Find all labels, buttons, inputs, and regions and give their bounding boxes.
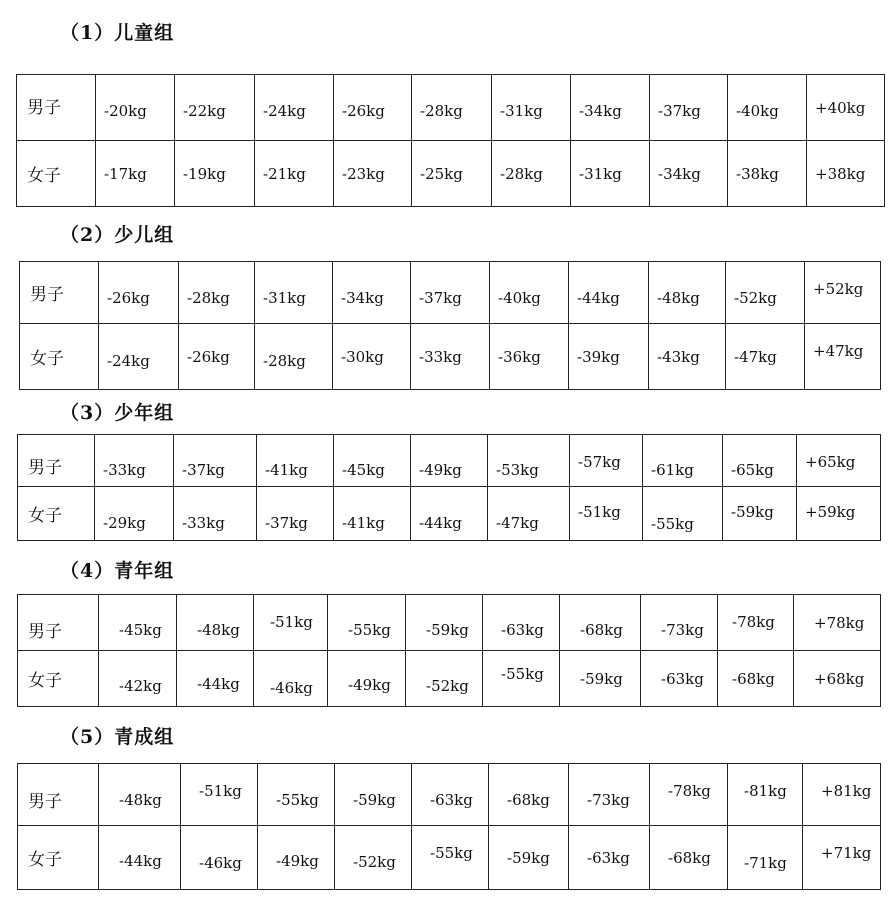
row-label-female: 女子: [17, 141, 96, 207]
weight-cell: -28kg: [492, 141, 571, 207]
section-5-table: [17, 763, 881, 890]
weight-cell: -17kg: [96, 141, 175, 207]
section-4-title: （4）青年组: [60, 560, 175, 582]
weight-cell: -46kg: [254, 651, 328, 707]
weight-cell: +47kg: [805, 324, 881, 390]
weight-cell: -37kg: [650, 75, 728, 141]
weight-cell: -34kg: [571, 75, 650, 141]
weight-cell: -48kg: [177, 595, 254, 651]
row-label-male: 男子: [17, 75, 96, 141]
weight-cell: -44kg: [99, 826, 181, 890]
row-label-male: 男子: [20, 262, 99, 324]
row-label-female: 女子: [20, 324, 99, 390]
weight-cell: +81kg: [803, 764, 881, 826]
weight-cell: -59kg: [723, 487, 797, 541]
weight-cell: -55kg: [643, 487, 723, 541]
weight-cell: -19kg: [175, 141, 255, 207]
weight-cell: -55kg: [328, 595, 406, 651]
weight-cell: +38kg: [807, 141, 885, 207]
weight-cell: +59kg: [797, 487, 881, 541]
weight-cell: +78kg: [794, 595, 881, 651]
weight-cell: -73kg: [641, 595, 718, 651]
weight-cell: -26kg: [99, 262, 179, 324]
weight-cell: -25kg: [412, 141, 492, 207]
weight-cell: -33kg: [174, 487, 257, 541]
weight-cell: -59kg: [406, 595, 483, 651]
weight-cell: -31kg: [255, 262, 333, 324]
weight-cell: -33kg: [95, 435, 174, 487]
section-5-title: （5）青成组: [60, 726, 175, 748]
section-1-table: [16, 74, 885, 207]
weight-cell: -49kg: [411, 435, 488, 487]
weight-cell: -78kg: [718, 595, 794, 651]
weight-cell: -31kg: [571, 141, 650, 207]
weight-cell: -59kg: [560, 651, 641, 707]
weight-cell: -38kg: [728, 141, 807, 207]
weight-cell: -52kg: [406, 651, 483, 707]
weight-cell: -49kg: [328, 651, 406, 707]
table-row-male: [17, 75, 885, 141]
weight-cell: -22kg: [175, 75, 255, 141]
table-row-female: [18, 826, 881, 890]
weight-cell: -40kg: [490, 262, 569, 324]
weight-cell: -37kg: [174, 435, 257, 487]
weight-cell: -51kg: [254, 595, 328, 651]
weight-cell: -41kg: [257, 435, 334, 487]
weight-cell: +52kg: [805, 262, 881, 324]
section-2-title: （2）少儿组: [60, 224, 175, 246]
weight-cell: -34kg: [650, 141, 728, 207]
weight-cell: -24kg: [99, 324, 179, 390]
weight-cell: -47kg: [726, 324, 805, 390]
weight-cell: -39kg: [569, 324, 649, 390]
weight-cell: -44kg: [177, 651, 254, 707]
weight-cell: -81kg: [728, 764, 803, 826]
weight-cell: -23kg: [334, 141, 412, 207]
weight-cell: -44kg: [569, 262, 649, 324]
row-label-male: 男子: [18, 595, 99, 651]
weight-cell: -20kg: [96, 75, 175, 141]
table-row-male: [18, 595, 881, 651]
table-row-male: [18, 764, 881, 826]
weight-cell: -57kg: [570, 435, 643, 487]
weight-cell: -55kg: [258, 764, 335, 826]
weight-cell: -48kg: [99, 764, 181, 826]
weight-cell: -34kg: [333, 262, 411, 324]
weight-cell: -55kg: [412, 826, 489, 890]
weight-cell: -63kg: [412, 764, 489, 826]
weight-cell: -21kg: [255, 141, 334, 207]
table-row-male: [20, 262, 881, 324]
weight-cell: +71kg: [803, 826, 881, 890]
weight-cell: -24kg: [255, 75, 334, 141]
weight-cell: -65kg: [723, 435, 797, 487]
row-label-male: 男子: [18, 435, 95, 487]
weight-cell: -71kg: [728, 826, 803, 890]
weight-cell: -68kg: [560, 595, 641, 651]
weight-cell: -51kg: [570, 487, 643, 541]
weight-cell: -46kg: [181, 826, 258, 890]
weight-cell: +40kg: [807, 75, 885, 141]
weight-cell: +68kg: [794, 651, 881, 707]
weight-cell: -45kg: [334, 435, 411, 487]
weight-cell: -55kg: [483, 651, 560, 707]
weight-cell: -26kg: [334, 75, 412, 141]
row-label-female: 女子: [18, 826, 99, 890]
weight-cell: -68kg: [718, 651, 794, 707]
weight-cell: -68kg: [650, 826, 728, 890]
section-2-table: [19, 261, 881, 390]
weight-cell: -49kg: [258, 826, 335, 890]
weight-cell: -26kg: [179, 324, 255, 390]
weight-cell: -43kg: [649, 324, 726, 390]
table-row-female: [17, 141, 885, 207]
weight-cell: -36kg: [490, 324, 569, 390]
weight-cell: -37kg: [257, 487, 334, 541]
weight-cell: -52kg: [335, 826, 412, 890]
weight-cell: -29kg: [95, 487, 174, 541]
table-row-female: [20, 324, 881, 390]
row-label-male: 男子: [18, 764, 99, 826]
weight-cell: -59kg: [489, 826, 569, 890]
weight-cell: -63kg: [569, 826, 650, 890]
weight-cell: -63kg: [483, 595, 560, 651]
weight-cell: -37kg: [411, 262, 490, 324]
table-row-female: [18, 487, 881, 541]
weight-cell: -28kg: [412, 75, 492, 141]
section-3-table: [17, 434, 881, 541]
weight-cell: +65kg: [797, 435, 881, 487]
weight-cell: -61kg: [643, 435, 723, 487]
weight-cell: -48kg: [649, 262, 726, 324]
section-4-table: [17, 594, 881, 707]
section-3-title: （3）少年组: [60, 402, 175, 424]
weight-cell: -31kg: [492, 75, 571, 141]
weight-cell: -28kg: [179, 262, 255, 324]
section-1-title: （1）儿童组: [60, 22, 175, 44]
row-label-female: 女子: [18, 651, 99, 707]
weight-cell: -68kg: [489, 764, 569, 826]
table-row-male: [18, 435, 881, 487]
weight-cell: -28kg: [255, 324, 333, 390]
weight-cell: -51kg: [181, 764, 258, 826]
weight-cell: -73kg: [569, 764, 650, 826]
weight-cell: -40kg: [728, 75, 807, 141]
weight-cell: -78kg: [650, 764, 728, 826]
weight-cell: -53kg: [488, 435, 570, 487]
weight-cell: -45kg: [99, 595, 177, 651]
table-row-female: [18, 651, 881, 707]
weight-cell: -59kg: [335, 764, 412, 826]
row-label-female: 女子: [18, 487, 95, 541]
weight-cell: -30kg: [333, 324, 411, 390]
weight-cell: -63kg: [641, 651, 718, 707]
weight-cell: -42kg: [99, 651, 177, 707]
weight-cell: -33kg: [411, 324, 490, 390]
weight-cell: -47kg: [488, 487, 570, 541]
weight-cell: -52kg: [726, 262, 805, 324]
weight-cell: -44kg: [411, 487, 488, 541]
weight-cell: -41kg: [334, 487, 411, 541]
